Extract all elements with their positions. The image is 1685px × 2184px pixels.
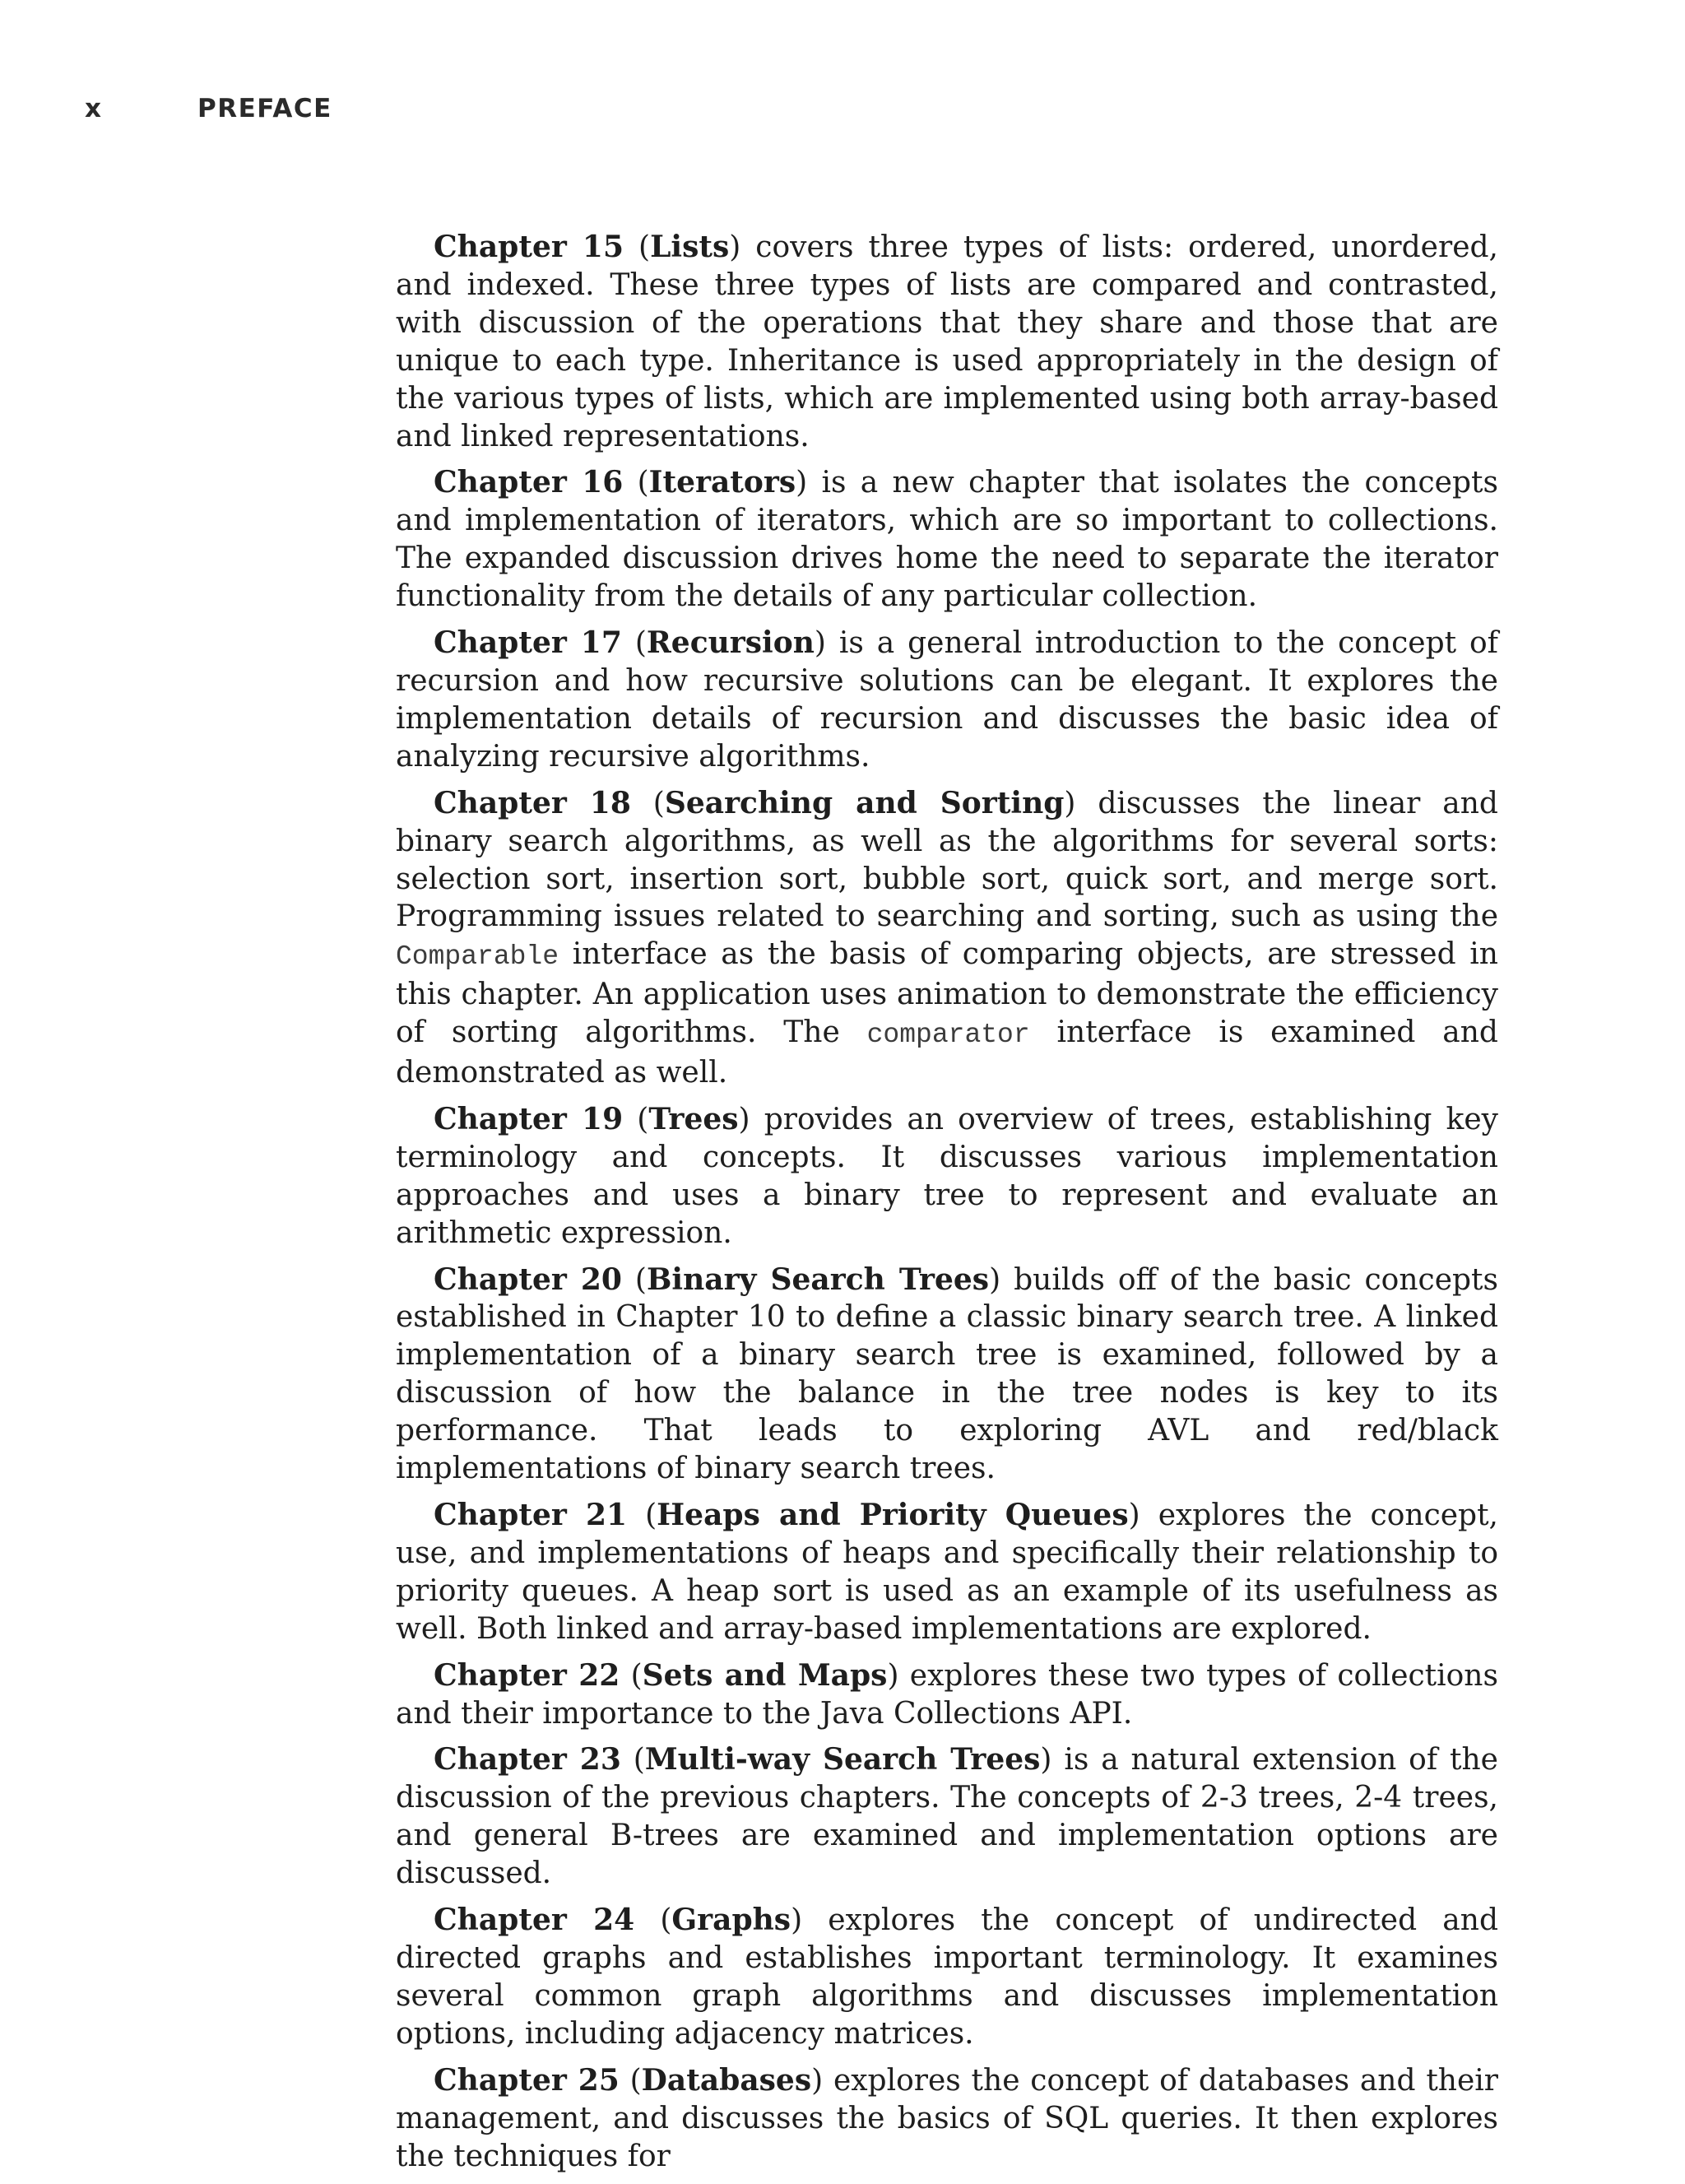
- chapter-lead: Chapter 21: [434, 1498, 628, 1532]
- paragraph-text: explores the concept, use, and implementations of heaps and specifically their relationship to priority queues. A heap sort is used as an example of its usefulness as well. Both linked and array-based implementations are explored.: [396, 1499, 1498, 1646]
- paragraph-text: interface is examined and demonstrated as well.: [396, 1015, 1498, 1090]
- chapter-lead: Chapter 23: [434, 1742, 621, 1777]
- paragraph-text: is a new chapter that isolates the concepts and implementation of iterators, which are so important to collections. The expanded discussion drives home the need to separate the iterator functionality from the details of any particular collection.: [396, 466, 1498, 614]
- chapter-lead: Chapter 17: [434, 625, 622, 661]
- chapter-topic: Graphs: [671, 1903, 791, 1938]
- paragraph-text: builds off of the basic concepts established in Chapter 10 to define a classic binary search tree. A linked implementation of a binary search tree is examined, followed by a discussion of how the balance in the tree nodes is key to its performance. That leads to exploring AVL and red/black implementations of binary search trees.: [396, 1262, 1498, 1486]
- paragraph-chapter-15: Chapter 15 (Lists) covers three types of lists: ordered, unordered, and indexed. These three types of lists are compared and contrasted, with discussion of the operations that they share and those that are unique to each type. Inheritance is used appropriately in the design of the various types of lists, which are implemented using both array-based and linked representations.: [396, 230, 1498, 453]
- paragraph-text: explores the concept of undirected and directed graphs and establishes important terminology. It examines several common graph algorithms and discusses implementation options, including adjacency matrices.: [396, 1903, 1498, 2051]
- paragraph-text: covers three types of lists: ordered, unordered, and indexed. These three types of lists are compared and contrasted, with discussion of the operations that they share and those that are unique to each type. Inheritance is used appropriately in the design of the various types of lists, which are implemented using both array-based and linked representations.: [396, 230, 1498, 453]
- page-number: x: [85, 94, 103, 123]
- chapter-lead: Chapter 24: [434, 1903, 635, 1938]
- paragraph-chapter-23: Chapter 23 (Multi-way Search Trees) is a natural extension of the discussion of the previous chapters. The concepts of 2-3 trees, 2-4 trees, and general B-trees are examined and implementation options are discussed.: [396, 1742, 1498, 1891]
- paragraph-chapter-20: Chapter 20 (Binary Search Trees) builds off of the basic concepts established in Chapter 10 to define a classic binary search tree. A linked implementation of a binary search tree is examined, followed by a discussion of how the balance in the tree nodes is key to its performance. That leads to exploring AVL and red/black implementations of binary search trees.: [396, 1262, 1498, 1486]
- chapter-lead: Chapter 22: [434, 1657, 620, 1693]
- paragraph-chapter-25: Chapter 25 (Databases) explores the concept of databases and their management, and discusses the basics of SQL queries. It then explores the techniques for: [396, 2062, 1499, 2173]
- paragraph-chapter-22: Chapter 22 (Sets and Maps) explores these two types of collections and their importance to the Java Collections API.: [396, 1657, 1498, 1731]
- chapter-lead: Chapter 15: [434, 230, 624, 264]
- chapter-topic: Searching and Sorting: [664, 785, 1065, 820]
- chapter-topic: Heaps and Priority Queues: [657, 1498, 1129, 1532]
- code-comparable: Comparable: [396, 941, 559, 973]
- chapter-lead: Chapter 25: [434, 2062, 620, 2098]
- paragraph-text: is a natural extension of the discussion of the previous chapters. The concepts of 2-3 trees, 2-4 trees, and general B-trees are examined and implementation options are discussed.: [396, 1743, 1498, 1891]
- paragraph-text: provides an overview of trees, establishing key terminology and concepts. It discusses various implementation approaches and uses a binary tree to represent and evaluate an arithmetic expression.: [396, 1102, 1498, 1250]
- paragraph-chapter-17: Chapter 17 (Recursion) is a general introduction to the concept of recursion and how recursive solutions can be elegant. It explores the implementation details of recursion and discusses the basic idea of analyzing recursive algorithms.: [396, 625, 1498, 774]
- chapter-topic: Sets and Maps: [642, 1657, 888, 1693]
- body-text: [396, 229, 1498, 2184]
- paragraph-text: is a general introduction to the concept of recursion and how recursive solutions can be elegant. It explores the implementation details of recursion and discusses the basic idea of analyzing recursive algorithms.: [396, 626, 1498, 774]
- paragraph-text: discusses the linear and binary search algorithms, as well as the algorithms for several sorts: selection sort, insertion sort, bubble sort, quick sort, and merge sort. Programming issues related to searching and sorting, such as using the: [396, 786, 1498, 934]
- running-head: [85, 94, 332, 123]
- chapter-lead: Chapter 18: [434, 785, 631, 820]
- chapter-lead: Chapter 20: [434, 1262, 622, 1297]
- chapter-topic: Databases: [641, 2062, 812, 2098]
- paragraph-text: interface as the basis of comparing objects, are stressed in this chapter. An application uses animation to demonstrate the efficiency of sorting algorithms. The: [396, 937, 1498, 1050]
- chapter-topic: Iterators: [648, 465, 796, 500]
- paragraph-text: explores these two types of collections and their importance to the Java Collections API.: [396, 1658, 1498, 1731]
- chapter-topic: Trees: [648, 1101, 739, 1136]
- chapter-topic: Binary Search Trees: [646, 1262, 990, 1297]
- chapter-topic: Lists: [650, 230, 730, 264]
- chapter-topic: Multi-way Search Trees: [644, 1742, 1041, 1777]
- paragraph-chapter-18: Chapter 18 (Searching and Sorting) discusses the linear and binary search algorithms, as well as the algorithms for several sorts: selection sort, insertion sort, bubble sort, quick sort, and merge sort. Programming issues related to searching and sorting, such as using the Comparable interface as the basis of comparing objects, are stressed in this chapter. An application uses animation to demonstrate the efficiency of sorting algorithms. The comparator interface is examined and demonstrated as well.: [396, 785, 1498, 1090]
- chapter-lead: Chapter 16: [434, 465, 624, 500]
- section-title: PREFACE: [197, 94, 332, 123]
- paragraph-chapter-24: Chapter 24 (Graphs) explores the concept of undirected and directed graphs and establishes important terminology. It examines several common graph algorithms and discusses implementation options, including adjacency matrices.: [396, 1903, 1498, 2051]
- paragraph-chapter-19: Chapter 19 (Trees) provides an overview of trees, establishing key terminology and concepts. It discusses various implementation approaches and uses a binary tree to represent and evaluate an arithmetic expression.: [396, 1101, 1498, 1250]
- paragraph-chapter-16: Chapter 16 (Iterators) is a new chapter that isolates the concepts and implementation of iterators, which are so important to collections. The expanded discussion drives home the need to separate the iterator functionality from the details of any particular collection.: [396, 465, 1498, 614]
- chapter-lead: Chapter 19: [434, 1101, 624, 1136]
- paragraph-chapter-21: Chapter 21 (Heaps and Priority Queues) explores the concept, use, and implementations of heaps and specifically their relationship to priority queues. A heap sort is used as an example of its usefulness as well. Both linked and array-based implementations are explored.: [396, 1498, 1498, 1646]
- code-comparator: comparator: [866, 1020, 1030, 1051]
- paragraph-text: explores the concept of databases and their management, and discusses the basics of SQL queries. It then explores the techniques for: [396, 2063, 1499, 2173]
- chapter-topic: Recursion: [646, 625, 815, 661]
